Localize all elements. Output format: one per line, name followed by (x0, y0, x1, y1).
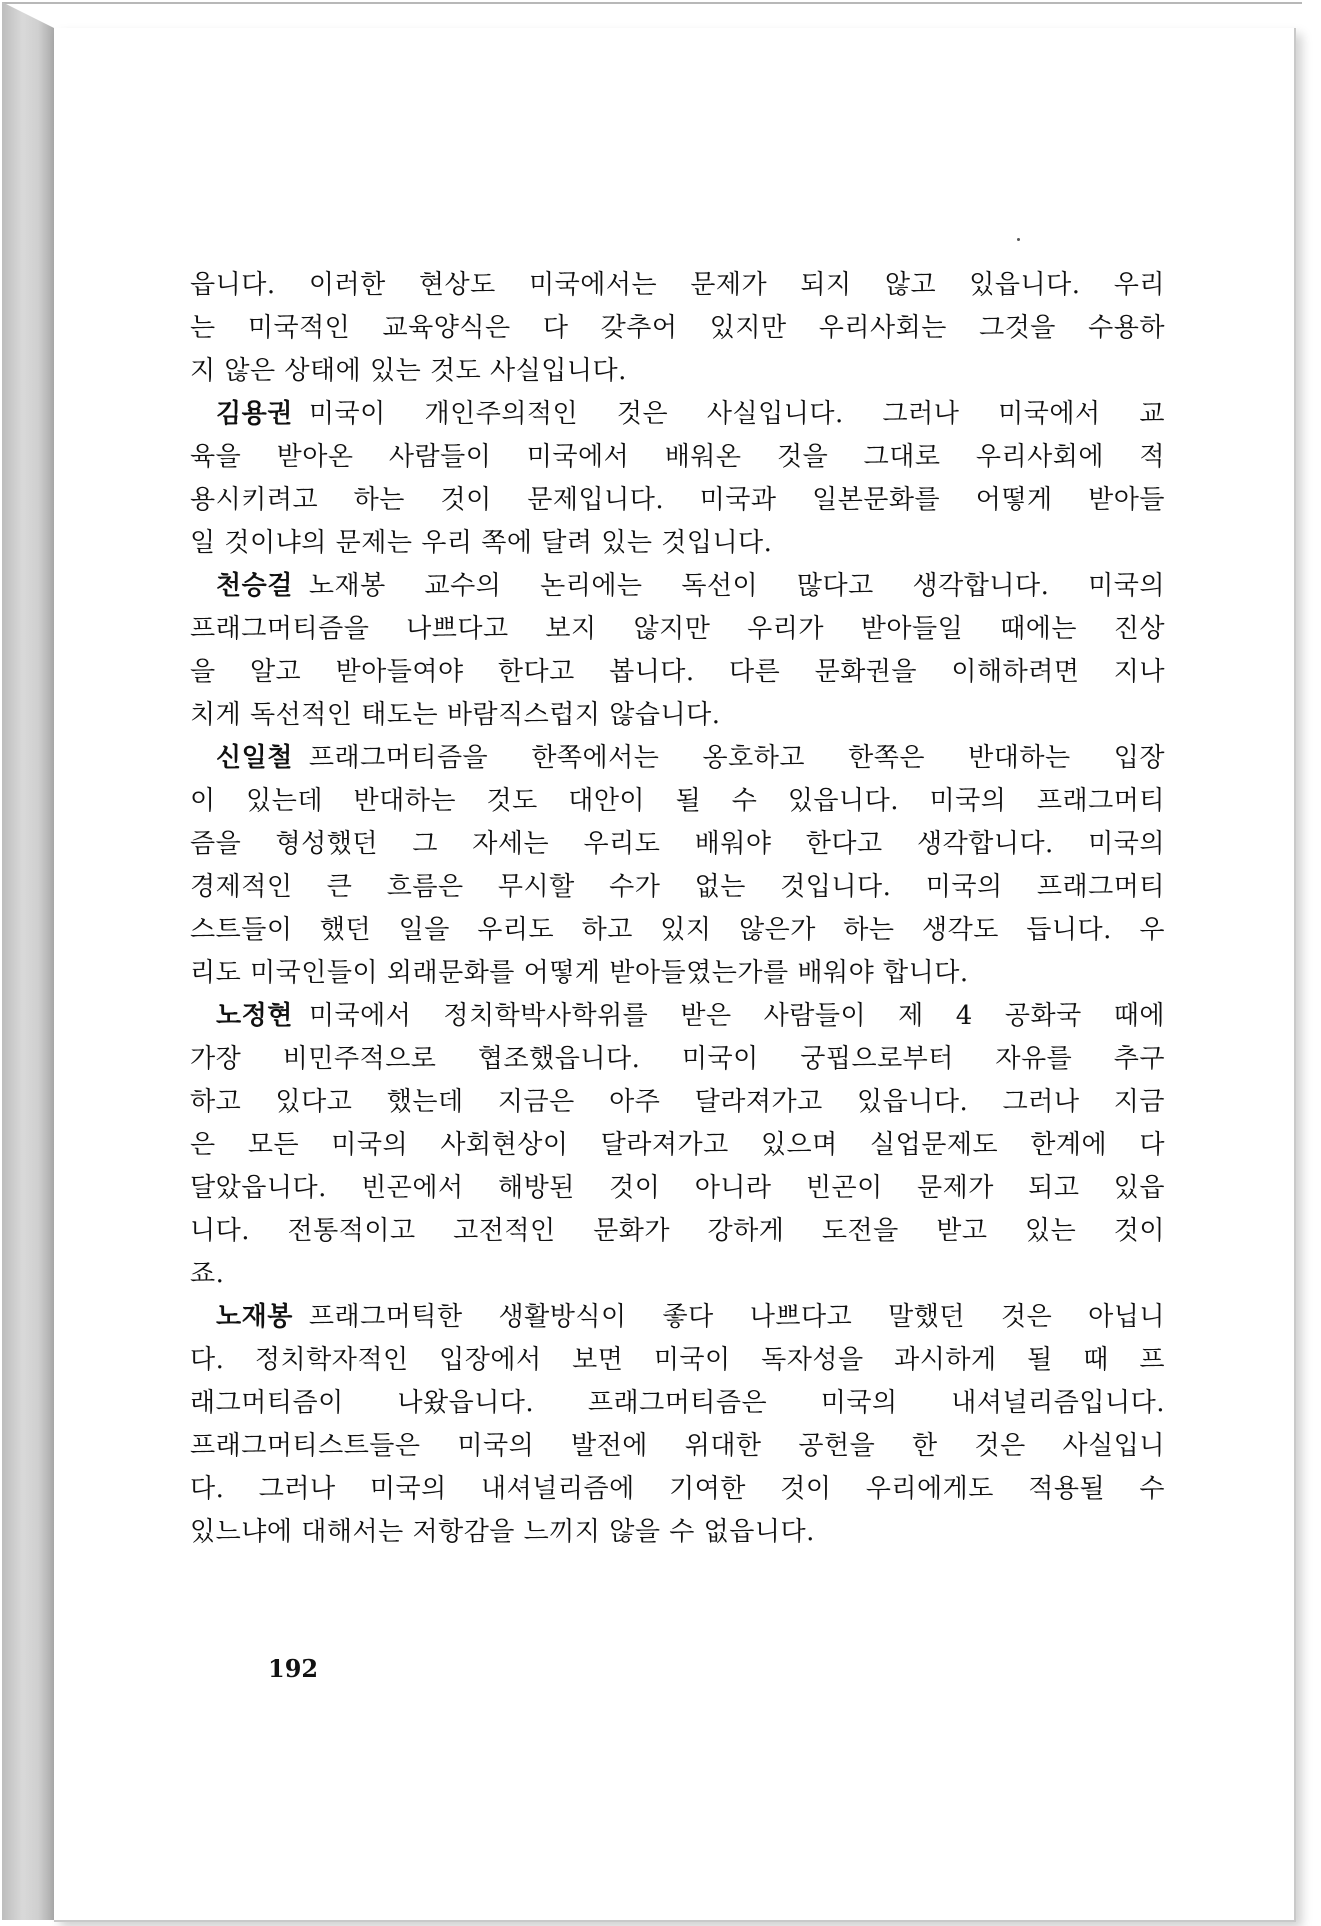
text-span: 프래그머틱한 생활방식이 좋다 나쁘다고 말했던 것은 아닙니 (308, 1302, 1165, 1332)
text-line: 리도 미국인들이 외래문화를 어떻게 받아들였는가를 배워야 합니다. (190, 958, 969, 988)
speaker-name: 노정현 (216, 1001, 293, 1031)
paragraph-no-junghyun (190, 995, 1165, 1296)
text-line: 을 알고 받아들여야 한다고 봅니다. 다른 문화권을 이해하려면 지나 (190, 657, 1165, 687)
text-span: 프래그머티즘을 한쪽에서는 옹호하고 한쪽은 반대하는 입장 (308, 743, 1165, 773)
text-line: 하고 있다고 했는데 지금은 아주 달라져가고 있읍니다. 그러나 지금 (190, 1087, 1165, 1117)
page-number: 192 (268, 1654, 319, 1683)
text-line: 스트들이 했던 일을 우리도 하고 있지 않은가 하는 생각도 듭니다. 우 (190, 915, 1165, 945)
speaker-name: 천승걸 (216, 571, 293, 601)
text-span: 노재봉 교수의 논리에는 독선이 많다고 생각합니다. 미국의 (308, 571, 1165, 601)
text-line: 있느냐에 대해서는 저항감을 느끼지 않을 수 없읍니다. (190, 1517, 815, 1547)
paragraph-no-jaebong (190, 1296, 1165, 1554)
text-line (190, 737, 1165, 780)
text-line (190, 1296, 1165, 1339)
text-line: 치게 독선적인 태도는 바람직스럽지 않습니다. (190, 700, 721, 730)
paragraph-cheon-seunggeol (190, 565, 1165, 737)
text-line: 이 있는데 반대하는 것도 대안이 될 수 있읍니다. 미국의 프래그머티 (190, 786, 1165, 816)
text-line: 읍니다. 이러한 현상도 미국에서는 문제가 되지 않고 있읍니다. 우리 (190, 270, 1165, 300)
text-line: 죠. (190, 1259, 225, 1289)
text-line: 일 것이냐의 문제는 우리 쪽에 달려 있는 것입니다. (190, 528, 773, 558)
paragraph-continuation (190, 264, 1165, 393)
text-line: 지 않은 상태에 있는 것도 사실입니다. (190, 356, 627, 386)
speaker-name: 김용권 (216, 399, 293, 429)
paragraph-shin-ilcheol (190, 737, 1165, 995)
text-line: 달았읍니다. 빈곤에서 해방된 것이 아니라 빈곤이 문제가 되고 있읍 (190, 1173, 1165, 1203)
text-line: 경제적인 큰 흐름은 무시할 수가 없는 것입니다. 미국의 프래그머티 (190, 872, 1165, 902)
text-span: 미국이 개인주의적인 것은 사실입니다. 그러나 미국에서 교 (308, 399, 1165, 429)
text-line: 프래그머티스트들은 미국의 발전에 위대한 공헌을 한 것은 사실입니 (190, 1431, 1165, 1461)
text-line (190, 565, 1165, 608)
text-line: 은 모든 미국의 사회현상이 달라져가고 있으며 실업문제도 한계에 다 (190, 1130, 1165, 1160)
text-line: 용시키려고 하는 것이 문제입니다. 미국과 일본문화를 어떻게 받아들 (190, 485, 1165, 515)
book-top-edge (2, 2, 1302, 4)
text-line: 프래그머티즘을 나쁘다고 보지 않지만 우리가 받아들일 때에는 진상 (190, 614, 1165, 644)
text-line: 다. 정치학자적인 입장에서 보면 미국이 독자성을 과시하게 될 때 프 (190, 1345, 1165, 1375)
text-line: 즘을 형성했던 그 자세는 우리도 배워야 한다고 생각합니다. 미국의 (190, 829, 1165, 859)
text-line: 육을 받아온 사람들이 미국에서 배워온 것을 그대로 우리사회에 적 (190, 442, 1165, 472)
text-line: 가장 비민주적으로 협조했읍니다. 미국이 궁핍으로부터 자유를 추구 (190, 1044, 1165, 1074)
text-line: 는 미국적인 교육양식은 다 갖추어 있지만 우리사회는 그것을 수용하 (190, 313, 1165, 343)
text-line: 래그머티즘이 나왔읍니다. 프래그머티즘은 미국의 내셔널리즘입니다. (190, 1388, 1165, 1418)
text-line (190, 995, 1165, 1038)
text-line (190, 393, 1165, 436)
speaker-name: 신일철 (216, 743, 293, 773)
text-line: 다. 그러나 미국의 내셔널리즘에 기여한 것이 우리에게도 적용될 수 (190, 1474, 1165, 1504)
paragraph-kim-yonggwon (190, 393, 1165, 565)
speaker-name: 노재봉 (216, 1302, 293, 1332)
text-line: 니다. 전통적이고 고전적인 문화가 강하게 도전을 받고 있는 것이 (190, 1216, 1165, 1246)
speck-mark (1017, 238, 1020, 241)
body-text (190, 264, 1165, 1554)
text-span: 미국에서 정치학박사학위를 받은 사람들이 제 4 공화국 때에 (308, 1001, 1165, 1031)
book-spine-edge (2, 2, 54, 1920)
